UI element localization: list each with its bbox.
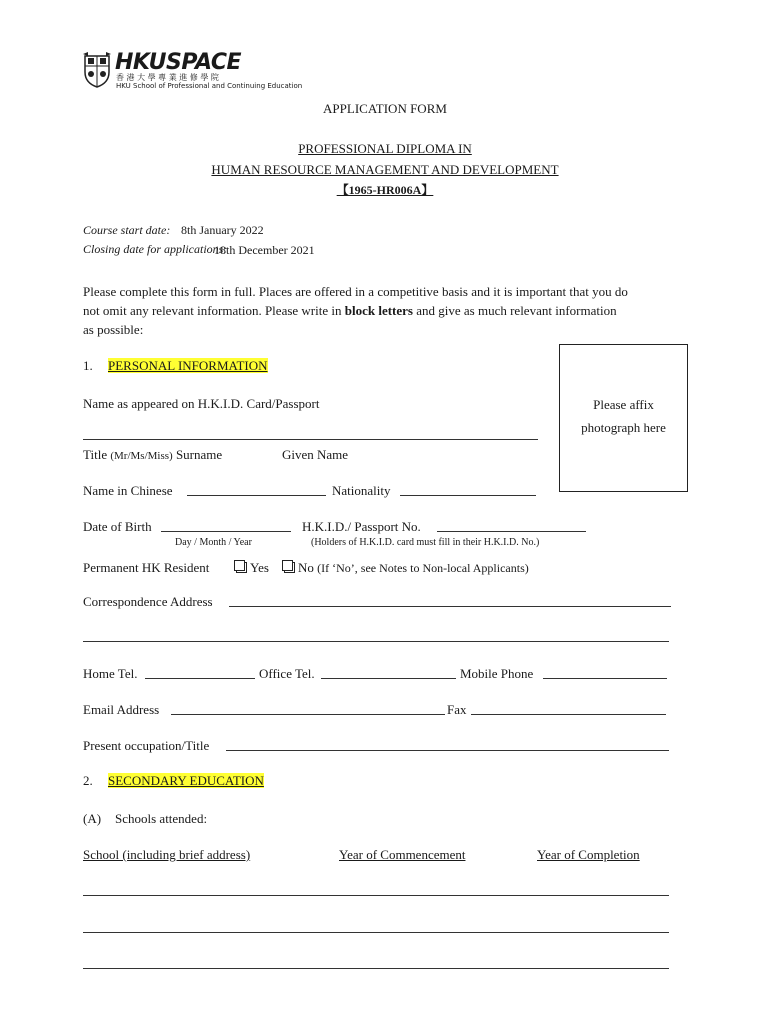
school-row-2[interactable]	[83, 932, 669, 933]
resident-label: Permanent HK Resident	[83, 560, 210, 575]
instructions-line-2b: and give as much relevant information	[412, 303, 617, 318]
occupation-label: Present occupation/Title	[83, 738, 210, 753]
form-title: APPLICATION FORM	[323, 101, 447, 116]
brand-english: HKU School of Professional and Continuing Education	[116, 82, 303, 90]
instructions-line-1: Please complete this form in full. Places are offered in a competitive basis and it is important that you do	[83, 284, 628, 299]
school-row-1[interactable]	[83, 895, 669, 896]
no-note: (If ‘No’, see Notes to Non-local Applicants)	[317, 561, 529, 575]
section-1-number: 1.	[83, 358, 93, 373]
sub-a-label: Schools attended:	[115, 811, 208, 826]
section-1-title: PERSONAL INFORMATION	[108, 358, 268, 373]
yes-checkbox[interactable]	[236, 562, 247, 573]
instructions-line-3: as possible:	[83, 322, 144, 337]
section-2-title: SECONDARY EDUCATION	[108, 773, 264, 788]
email-label: Email Address	[83, 702, 160, 717]
col-school: School (including brief address)	[83, 847, 251, 862]
surname-label: Surname	[175, 447, 223, 462]
email-field[interactable]	[171, 714, 445, 715]
mobile-field[interactable]	[543, 678, 667, 679]
no-label: No	[298, 560, 314, 575]
dob-label: Date of Birth	[83, 519, 152, 534]
resident-no-option[interactable]	[284, 560, 529, 576]
dob-field[interactable]	[161, 531, 291, 532]
sub-a-marker: (A)	[83, 811, 102, 826]
brand-wordmark: HKUSPACE	[115, 50, 242, 75]
address-label: Correspondence Address	[83, 594, 213, 609]
university-crest-icon	[82, 52, 112, 88]
instructions-line-2a: not omit any relevant information. Please write in	[83, 303, 345, 318]
start-date-label: Course start date:	[83, 223, 171, 237]
closing-date-label: Closing date for applications:	[83, 242, 228, 256]
school-row-3[interactable]	[83, 968, 669, 969]
fax-label: Fax	[447, 702, 467, 717]
closing-date-value: 18th December 2021	[214, 243, 315, 257]
title-label	[83, 447, 222, 464]
home-tel-label: Home Tel.	[83, 666, 138, 681]
hkid-field[interactable]	[437, 531, 586, 532]
no-checkbox[interactable]	[284, 562, 295, 573]
chinese-name-field[interactable]	[187, 495, 326, 496]
title-text: Title	[83, 447, 108, 462]
hkid-label: H.K.I.D./ Passport No.	[302, 519, 421, 534]
address-field-line-1[interactable]	[229, 606, 671, 607]
home-tel-field[interactable]	[145, 678, 255, 679]
photo-box	[559, 344, 688, 492]
office-tel-field[interactable]	[321, 678, 456, 679]
nationality-label: Nationality	[332, 483, 391, 498]
photo-box-line-2: photograph here	[581, 420, 666, 435]
chinese-name-label: Name in Chinese	[83, 483, 173, 498]
col-completion: Year of Completion	[537, 847, 640, 862]
mobile-label: Mobile Phone	[460, 666, 534, 681]
program-code: 【1965-HR006A】	[336, 183, 434, 197]
title-options: (Mr/Ms/Miss)	[110, 450, 173, 462]
program-line-2: HUMAN RESOURCE MANAGEMENT AND DEVELOPMENT	[211, 162, 559, 177]
start-date-value: 8th January 2022	[181, 223, 264, 237]
photo-box-line-1: Please affix	[593, 397, 654, 412]
logo	[82, 50, 303, 92]
hkid-hint: (Holders of H.K.I.D. card must fill in their H.K.I.D. No.)	[311, 537, 540, 548]
brand-chinese: 香 港 大 學 專 業 進 修 學 院	[116, 73, 219, 82]
fax-field[interactable]	[471, 714, 666, 715]
col-commencement: Year of Commencement	[339, 847, 466, 862]
name-field[interactable]	[83, 439, 538, 440]
program-line-1: PROFESSIONAL DIPLOMA IN	[298, 141, 472, 156]
section-2-number: 2.	[83, 773, 93, 788]
dob-hint: Day / Month / Year	[175, 537, 252, 548]
occupation-field[interactable]	[226, 750, 669, 751]
office-tel-label: Office Tel.	[259, 666, 315, 681]
name-label: Name as appeared on H.K.I.D. Card/Passport	[83, 396, 320, 411]
resident-yes-option[interactable]	[236, 560, 269, 575]
instructions-bold: block letters	[344, 303, 413, 318]
instructions	[83, 282, 693, 339]
nationality-field[interactable]	[400, 495, 536, 496]
instructions-line-2	[83, 301, 693, 320]
address-field-line-2[interactable]	[83, 641, 669, 642]
given-name-label: Given Name	[282, 447, 349, 462]
yes-label: Yes	[250, 560, 269, 575]
